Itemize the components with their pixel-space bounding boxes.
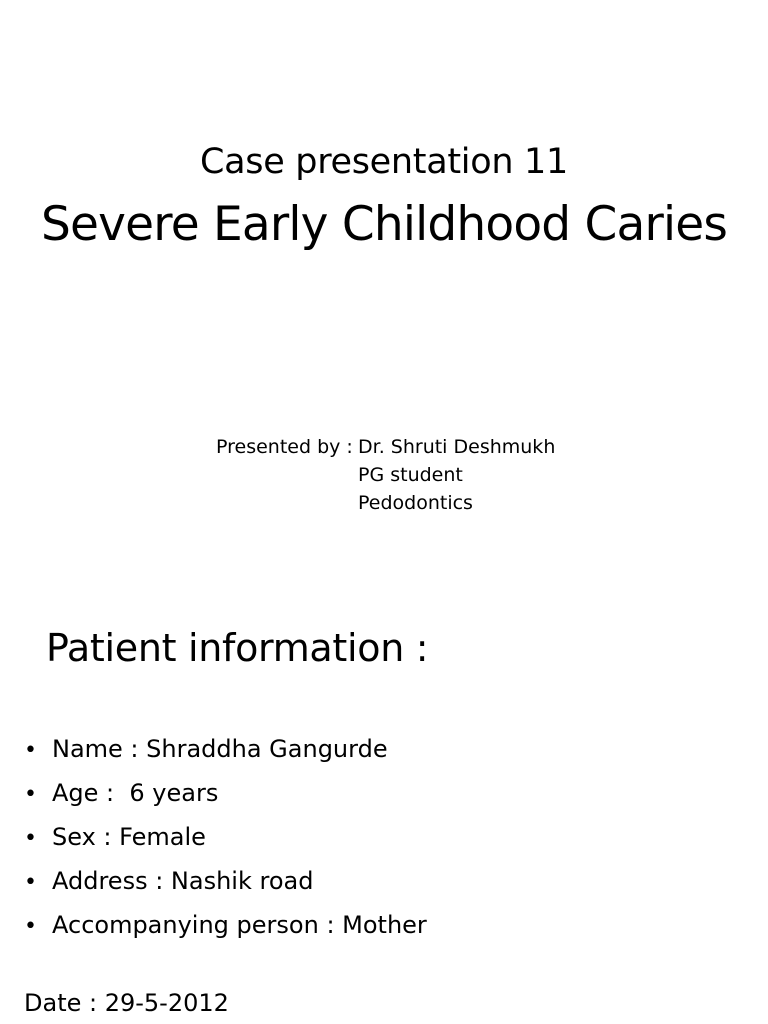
patient-sex: Sex : Female (52, 823, 206, 851)
presenter-details (358, 433, 555, 517)
patient-info-list (24, 728, 427, 948)
patient-age: Age : 6 years (52, 779, 219, 807)
bullet-icon: • (24, 914, 37, 939)
list-item (24, 772, 427, 816)
patient-address: Address : Nashik road (52, 867, 314, 895)
list-item (24, 860, 427, 904)
patient-name: Name : Shraddha Gangurde (52, 735, 388, 763)
presentation-date: Date : 29-5-2012 (24, 989, 229, 1017)
list-item (24, 728, 427, 772)
bullet-icon: • (24, 782, 37, 807)
case-presentation-number: Case presentation 11 (200, 142, 568, 182)
bullet-icon: • (24, 738, 37, 763)
bullet-icon: • (24, 826, 37, 851)
presenter-name: Dr. Shruti Deshmukh (358, 436, 556, 458)
accompanying-person: Accompanying person : Mother (52, 911, 427, 939)
presenter-label: Presented by : (216, 436, 353, 458)
presenter-department: Pedodontics (358, 492, 473, 514)
list-item (24, 816, 427, 860)
bullet-icon: • (24, 870, 37, 895)
list-item (24, 904, 427, 948)
presentation-title: Severe Early Childhood Caries (40, 197, 728, 252)
presenter-role: PG student (358, 464, 463, 486)
section-heading: Patient information : (46, 626, 429, 670)
patient-info-slide (0, 576, 768, 1024)
